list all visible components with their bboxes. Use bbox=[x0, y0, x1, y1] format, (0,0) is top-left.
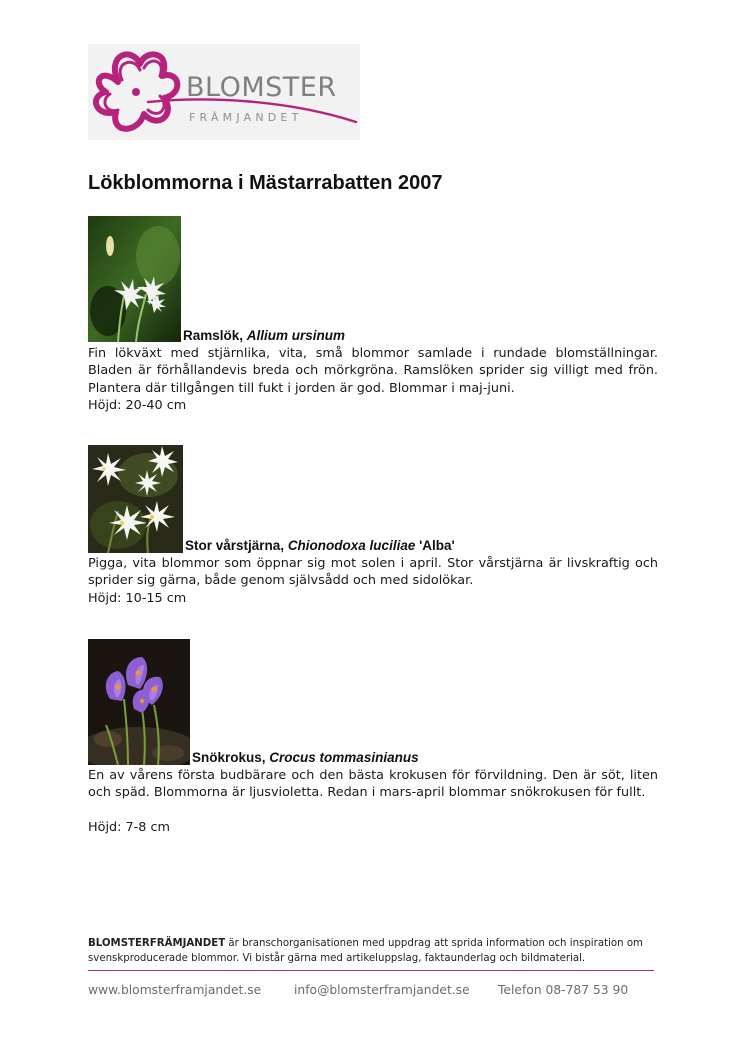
plant-entry-vorstjarna bbox=[88, 445, 658, 606]
vorstjarna-cultivar: 'Alba' bbox=[415, 538, 455, 553]
plant-entry-snokrokus bbox=[88, 639, 658, 835]
footer-phone: Telefon 08-787 53 90 bbox=[498, 983, 629, 997]
vorstjarna-latin-name: Chionodoxa luciliae bbox=[287, 538, 416, 553]
blomsterframjandet-logo bbox=[88, 44, 360, 140]
vorstjarna-photo bbox=[88, 445, 183, 553]
plant-entry-ramslok bbox=[88, 216, 658, 413]
logo-wordmark: BLOMSTER bbox=[186, 72, 337, 103]
footer-divider bbox=[88, 970, 654, 971]
footer-about bbox=[88, 937, 654, 966]
footer-email-link[interactable]: info@blomsterframjandet.se bbox=[294, 983, 470, 997]
vorstjarna-common-name: Stor vårstjärna, bbox=[185, 538, 285, 553]
footer-org-text: är branschorganisationen med uppdrag att sprida information och inspiration om svenskproducerade blommor. Vi bistår gärna med artikeluppslag, faktaunderlag och bildmaterial. bbox=[88, 938, 643, 964]
snokrokus-common-name: Snökrokus, bbox=[192, 750, 266, 765]
snokrokus-photo bbox=[88, 639, 190, 765]
vorstjarna-height: Höjd: 10-15 cm bbox=[88, 591, 187, 606]
ramslok-common-name: Ramslök, bbox=[183, 328, 244, 343]
snokrokus-height: Höjd: 7-8 cm bbox=[88, 820, 170, 835]
snokrokus-latin-name: Crocus tommasinianus bbox=[269, 750, 419, 765]
vorstjarna-heading bbox=[185, 538, 455, 553]
ramslok-heading bbox=[183, 328, 345, 343]
logo-subword: FRÄMJANDET bbox=[189, 111, 303, 124]
ramslok-photo bbox=[88, 216, 181, 342]
snokrokus-heading bbox=[192, 750, 419, 765]
page-title: Lökblommorna i Mästarrabatten 2007 bbox=[88, 172, 443, 194]
ramslok-height: Höjd: 20-40 cm bbox=[88, 398, 187, 413]
snokrokus-description: En av vårens första budbärare och den bästa krokusen för förvildning. Den är söt, liten och späd. Blommorna är ljusvioletta. Redan i mars-april blommar snökrokusen för fullt. bbox=[88, 768, 658, 801]
ramslok-description: Fin lökväxt med stjärnlika, vita, små blommor samlade i rundade blomställningar. Bladen är förhållandevis breda och mörkgröna. Ramslöken sprider sig villigt med frön. Plantera där tillgången till fukt i jorden är god. Blommar i maj-juni. bbox=[88, 346, 658, 396]
ramslok-latin-name: Allium ursinum bbox=[246, 328, 346, 343]
footer-website-link[interactable]: www.blomsterframjandet.se bbox=[88, 983, 262, 997]
footer-org-name: BLOMSTERFRÄMJANDET bbox=[88, 938, 226, 949]
vorstjarna-description: Pigga, vita blommor som öppnar sig mot solen i april. Stor vårstjärna är livskraftig och sprider sig gärna, både genom självsådd och med sidolökar. bbox=[88, 556, 658, 589]
